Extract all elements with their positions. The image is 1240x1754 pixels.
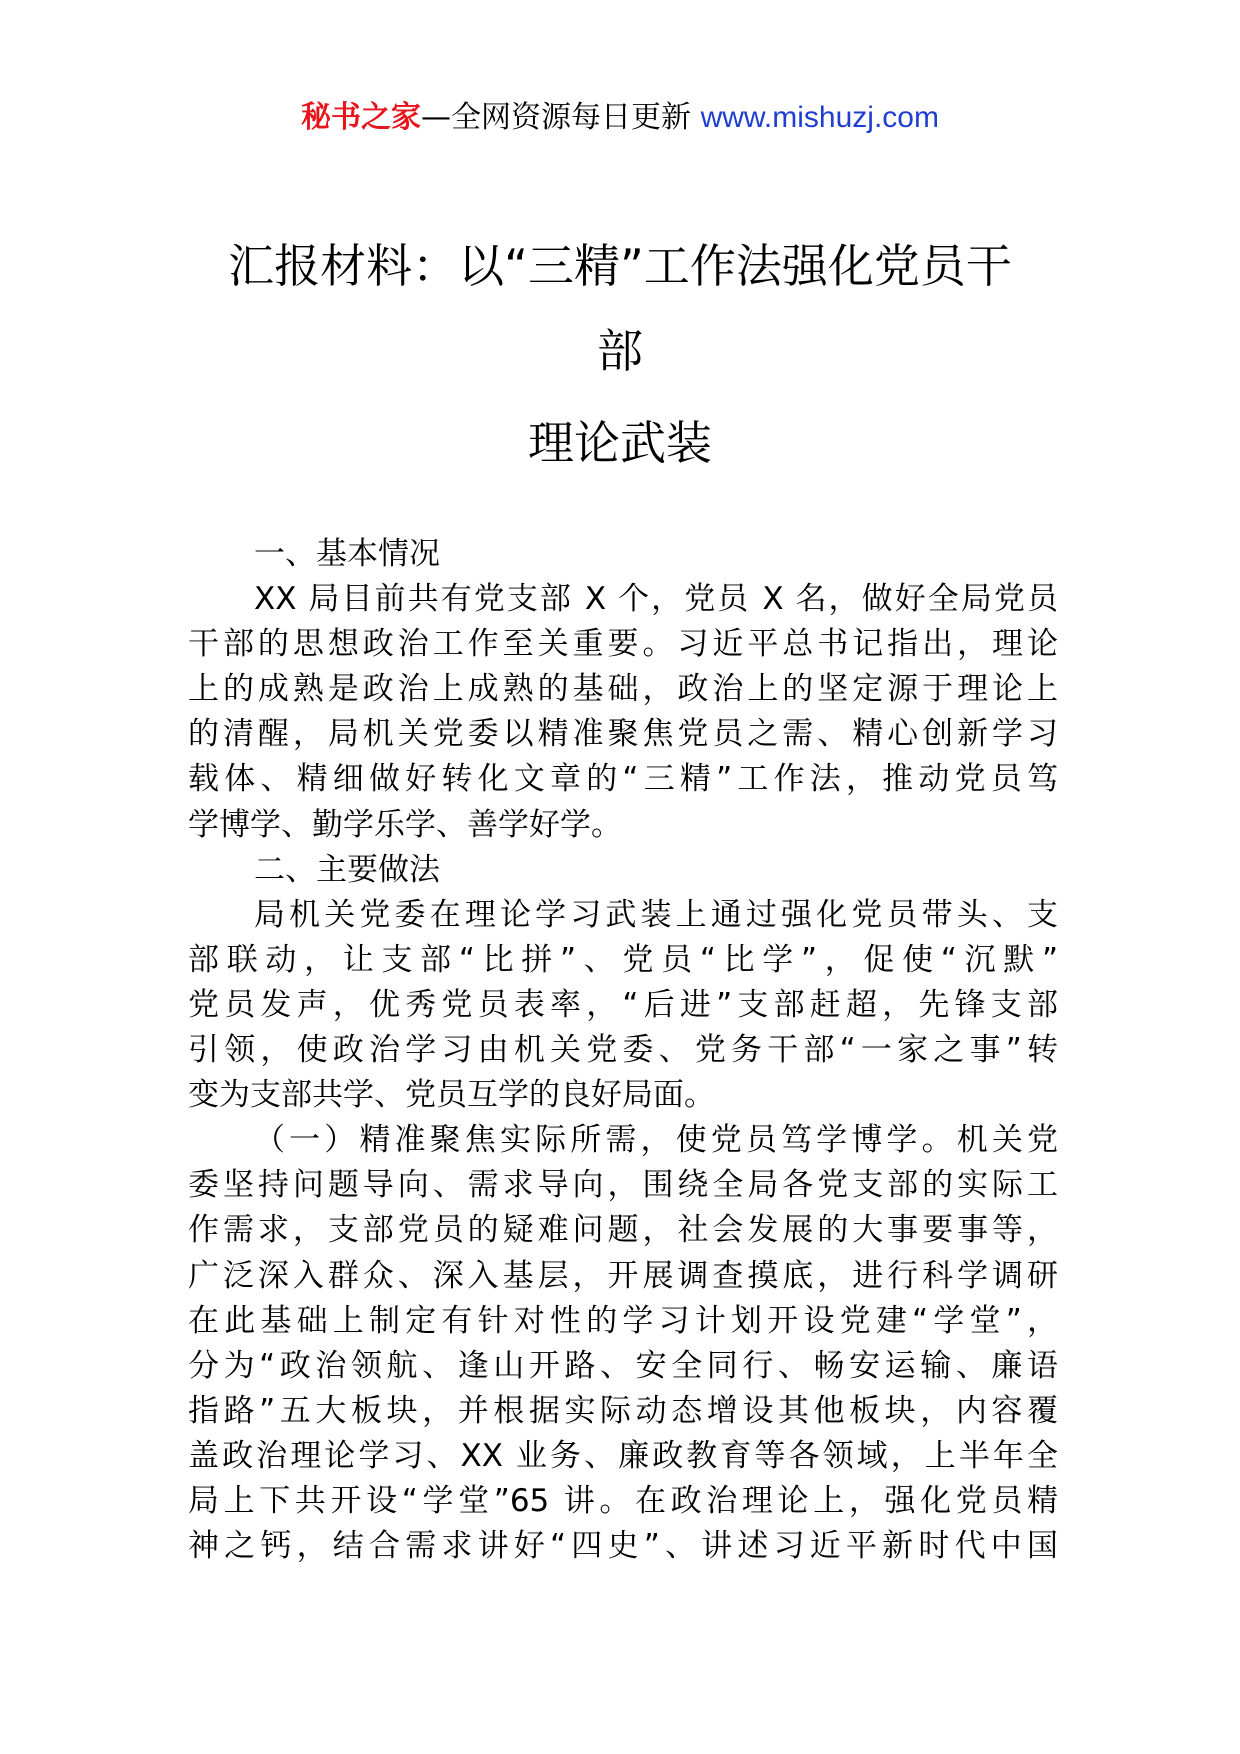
paragraph-line: 委坚持问题导向、需求导向，围绕全局各党支部的实际工 [188, 1167, 1058, 1204]
paragraph-line: 作需求，支部党员的疑难问题，社会发展的大事要事等， [188, 1212, 1058, 1249]
paragraph-line: 在此基础上制定有针对性的学习计划开设党建“学堂”， [188, 1302, 1058, 1339]
document-title-line-1: 汇报材料：以“三精”工作法强化党员干 [228, 239, 1012, 293]
paragraph-line: 分为“政治领航、逢山开路、安全同行、畅安运输、廉语 [188, 1347, 1058, 1384]
paragraph-line: 指路”五大板块，并根据实际动态增设其他板块，内容覆 [188, 1392, 1058, 1429]
banner-url-link[interactable]: www.mishuzj.com [700, 101, 939, 134]
paragraph-line: 局机关党委在理论学习武装上通过强化党员带头、支 [254, 896, 1058, 933]
section-heading-main-practices: 二、主要做法 [254, 851, 440, 888]
paragraph-line: 盖政治理论学习、XX 业务、廉政教育等各领域，上半年全 [188, 1437, 1058, 1474]
paragraph-line: 引领，使政治学习由机关党委、党务干部“一家之事”转 [188, 1032, 1058, 1069]
paragraph-line: 广泛深入群众、深入基层，开展调查摸底，进行科学调研 [188, 1257, 1058, 1294]
paragraph-line: 干部的思想政治工作至关重要。习近平总书记指出，理论 [188, 626, 1058, 663]
paragraph-line: 的清醒，局机关党委以精准聚焦党员之需、精心创新学习 [188, 716, 1058, 753]
banner-slogan: —全网资源每日更新 [421, 100, 701, 135]
document-body [188, 532, 1058, 1569]
site-banner [0, 98, 1240, 138]
document-title-line-3: 理论武装 [528, 416, 712, 470]
paragraph-line: （一）精准聚焦实际所需，使党员笃学博学。机关党 [254, 1122, 1058, 1159]
paragraph-line: 学博学、勤学乐学、善学好学。 [188, 806, 622, 843]
section-heading-basic-situation: 一、基本情况 [254, 536, 440, 572]
banner-brand: 秘书之家 [301, 100, 422, 135]
paragraph-line: 上的成熟是政治上成熟的基础，政治上的坚定源于理论上 [188, 671, 1058, 708]
document-title-line-2: 部 [597, 324, 643, 378]
paragraph-line: 部联动，让支部“比拼”、党员“比学”，促使“沉默” [188, 941, 1058, 978]
paragraph-line: 局上下共开设“学堂”65 讲。在政治理论上，强化党员精 [188, 1482, 1058, 1519]
paragraph-line: 载体、精细做好转化文章的“三精”工作法，推动党员笃 [188, 761, 1058, 798]
paragraph-line: 党员发声，优秀党员表率，“后进”支部赶超，先锋支部 [188, 986, 1058, 1023]
paragraph-line: 变为支部共学、党员互学的良好局面。 [188, 1077, 715, 1114]
paragraph-line: 神之钙，结合需求讲好“四史”、讲述习近平新时代中国 [188, 1528, 1058, 1565]
paragraph-line: XX 局目前共有党支部 X 个，党员 X 名，做好全局党员 [254, 581, 1058, 618]
